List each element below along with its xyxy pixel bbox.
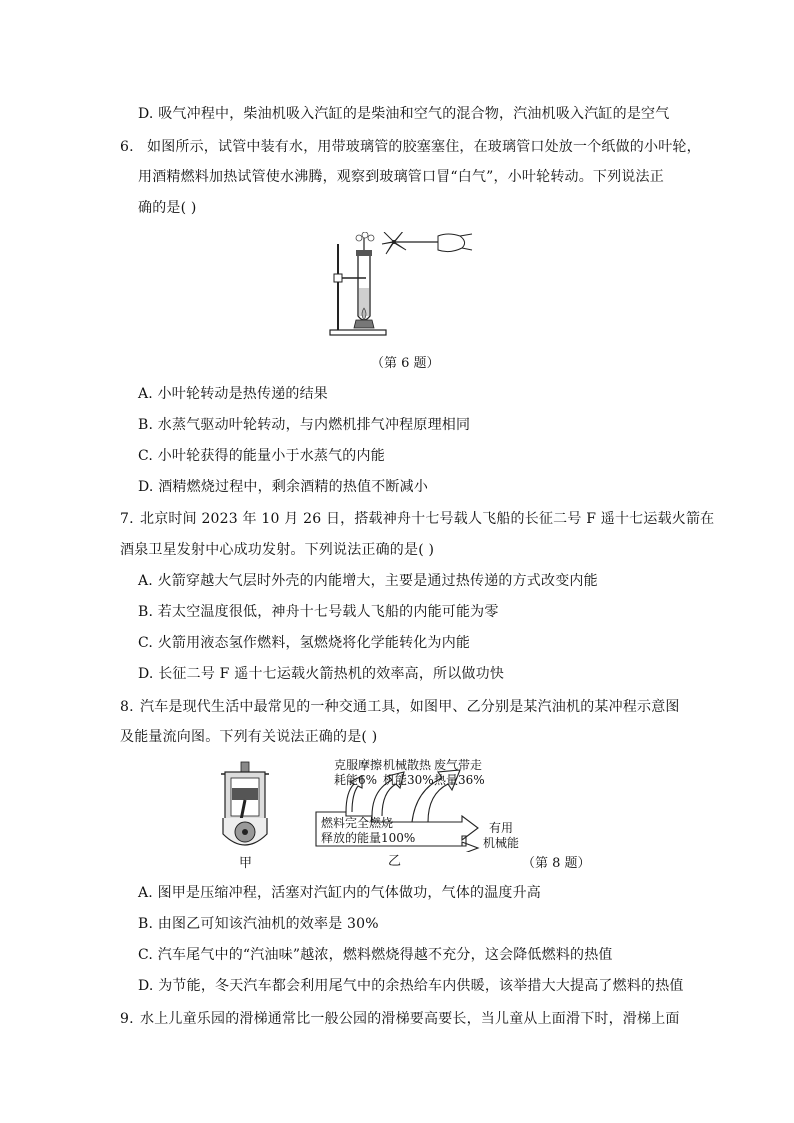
q9-number: 9.: [120, 1011, 134, 1027]
q8-option-a: A. 图甲是压缩冲程，活塞对汽缸内的气体做功，气体的温度升高: [138, 885, 542, 901]
q8-heat-line1: 机械散热: [383, 758, 432, 772]
q8-stem-line2: 及能量流向图。下列有关说法正确的是( ): [120, 729, 378, 745]
q8-exhaust-line1: 废气带走: [434, 758, 483, 772]
q5-option-d: D. 吸气冲程中，柴油机吸入汽缸的是柴油和空气的混合物，汽油机吸入汽缸的是空气: [138, 106, 670, 122]
q8-friction-line1: 克服摩擦: [334, 758, 383, 772]
q6-option-d: D. 酒精燃烧过程中，剩余酒精的热值不断减小: [138, 479, 429, 495]
q6-option-c: C. 小叶轮获得的能量小于水蒸气的内能: [138, 448, 385, 464]
q6-number: 6.: [120, 139, 134, 155]
q8-friction-line2: 耗能6%: [334, 773, 378, 787]
q8-option-c: C. 汽车尾气中的“汽油味”越浓，燃料燃烧得越不充分，这会降低燃料的热值: [138, 947, 613, 963]
q6-figure: [326, 232, 474, 340]
q8-exhaust-line2: 热量36%: [434, 773, 485, 787]
q7-option-b: B. 若太空温度很低，神舟十七号载人飞船的内能可能为零: [138, 604, 499, 620]
q8-label-jia: 甲: [239, 856, 253, 871]
q7-number: 7.: [120, 511, 134, 527]
q7-stem-line2: 酒泉卫星发射中心成功发射。下列说法正确的是( ): [120, 542, 435, 558]
q8-option-d: D. 为节能，冬天汽车都会利用尾气中的余热给车内供暖，该举措大大提高了燃料的热值: [138, 978, 684, 994]
q8-number: 8.: [120, 699, 134, 715]
q8-useful-line2: 机械能: [483, 836, 520, 850]
q8-option-b: B. 由图乙可知该汽油机的效率是 30%: [138, 916, 379, 932]
q8-label-yi: 乙: [388, 854, 402, 869]
q7-stem-line1: 北京时间 2023 年 10 月 26 日，搭载神舟十七号载人飞船的长征二号 F 遥十七运载火箭在: [140, 511, 715, 527]
q6-stem-line3: 确的是( ): [138, 200, 197, 216]
q8-useful-line1: 有用: [489, 821, 514, 835]
q8-fuel-line2: 释放的能量100%: [321, 831, 416, 845]
q8-fuel-line1: 燃料完全燃烧: [321, 816, 394, 830]
q8-heat-line2: 机能30%: [383, 773, 434, 787]
q9-stem-line1: 水上儿童乐园的滑梯通常比一般公园的滑梯要高要长，当儿童从上面滑下时，滑梯上面: [140, 1011, 680, 1027]
q7-option-a: A. 火箭穿越大气层时外壳的内能增大，主要是通过热传递的方式改变内能: [138, 573, 598, 589]
q6-stem-line2: 用酒精燃料加热试管使水沸腾，观察到玻璃管口冒“白气”，小叶轮转动。下列说法正: [138, 169, 664, 185]
q8-figure-jia-engine: [215, 760, 275, 852]
q6-caption: （第 6 题）: [371, 356, 440, 371]
q6-option-a: A. 小叶轮转动是热传递的结果: [138, 386, 329, 402]
q7-option-c: C. 火箭用液态氢作燃料，氢燃烧将化学能转化为内能: [138, 635, 471, 651]
q8-caption: （第 8 题）: [522, 856, 591, 871]
q8-stem-line1: 汽车是现代生活中最常见的一种交通工具，如图甲、乙分别是某汽油机的某冲程示意图: [140, 699, 680, 715]
q6-stem-line1: 如图所示，试管中装有水，用带玻璃管的胶塞塞住，在玻璃管口处放一个纸做的小叶轮，: [147, 139, 701, 155]
q7-option-d: D. 长征二号 F 遥十七运载火箭热机的效率高，所以做功快: [138, 666, 505, 682]
q6-option-b: B. 水蒸气驱动叶轮转动，与内燃机排气冲程原理相同: [138, 417, 471, 433]
